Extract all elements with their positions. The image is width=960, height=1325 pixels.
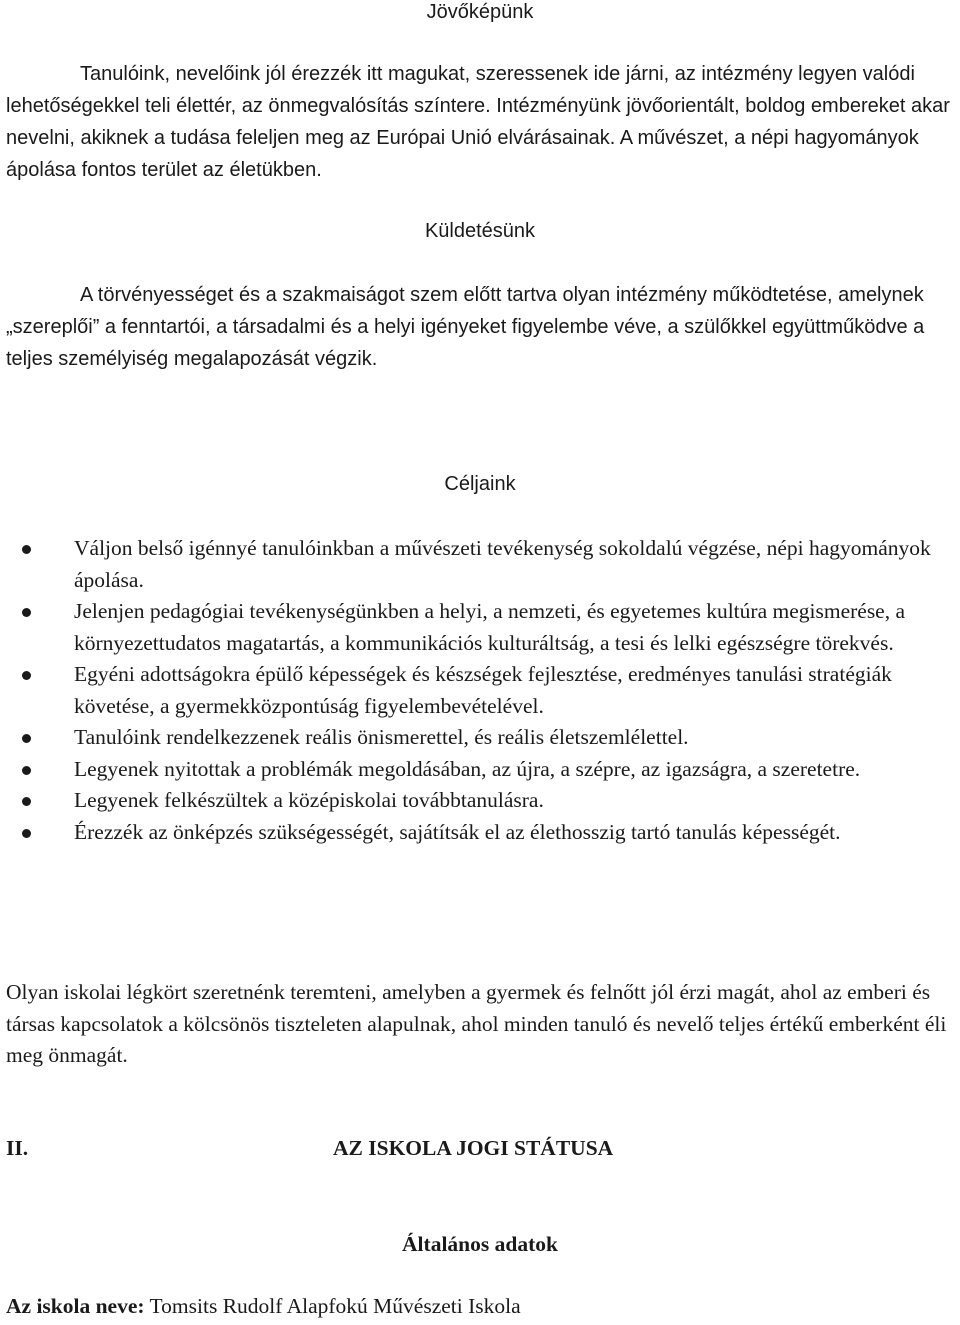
list-item (6, 754, 956, 786)
general-data-title: Általános adatok (402, 1232, 558, 1256)
list-item-text: Jelenjen pedagógiai tevékenységünkben a helyi, a nemzeti, és egyetemes kultúra megismerése, a környezettudatos magatartás, a kommunikációs kulturáltság, a tesi és lelki egészségre törekvés. (74, 599, 906, 655)
bullet-icon (22, 829, 31, 838)
section-title: AZ ISKOLA JOGI STÁTUSA (333, 1136, 614, 1160)
vision-paragraph: Tanulóink, nevelőink jól érezzék itt magukat, szeressenek ide járni, az intézmény legyen valódi lehetőségekkel teli élettér, az önmegvalósítás színtere. Intézményünk jövőorientált, boldog embereket akar nevelni, akiknek a tudása feleljen meg az Európai Unió elvárásainak. A művészet, a népi hagyományok ápolása fontos terület az életükben. (6, 63, 950, 181)
bullet-icon (22, 608, 31, 617)
bullet-icon (22, 797, 31, 806)
mission-title: Küldetésünk (424, 220, 536, 242)
list-item-text: Egyéni adottságokra épülő képességek és készségek fejlesztése, eredményes tanulási stratégiák követése, a gyermekközpontúság figyelembevételével. (74, 662, 892, 718)
list-item-text: Váljon belső igénnyé tanulóinkban a művészeti tevékenység sokoldalú végzése, népi hagyományok ápolása. (74, 536, 931, 592)
bullet-icon (22, 545, 31, 554)
school-name-label: Az iskola neve: (6, 1294, 145, 1318)
goals-list (6, 533, 956, 848)
list-item (6, 533, 956, 596)
list-item (6, 817, 956, 849)
goals-title: Céljaink (444, 473, 516, 495)
mission-paragraph: A törvényességet és a szakmaiságot szem előtt tartva olyan intézmény működtetése, amelynek „szereplői” a fenntartói, a társadalmi és a helyi igényeket figyelembe véve, a szülőkkel együttműködve a teljes személyiség megalapozását végzik. (6, 284, 925, 370)
list-item-text: Tanulóink rendelkezzenek reális önismerettel, és reális életszemlélettel. (74, 725, 689, 749)
list-item-text: Legyenek nyitottak a problémák megoldásában, az újra, a szépre, az igazságra, a szeretetre. (74, 756, 861, 781)
bullet-icon (22, 766, 31, 775)
section-number: II. (6, 1136, 29, 1160)
climate-paragraph: Olyan iskolai légkört szeretnénk teremteni, amelyben a gyermek és felnőtt jól érzi magát, ahol az emberi és társas kapcsolatok a kölcsönös tiszteleten alapulnak, ahol minden tanuló és nevelő teljes értékű emberként éli meg önmagát. (6, 980, 947, 1067)
bullet-icon (22, 671, 31, 680)
list-item (6, 785, 956, 817)
bullet-icon (22, 734, 31, 743)
list-item-text: Érezzék az önképzés szükségességét, sajátítsák el az élethosszig tartó tanulás képességét. (74, 819, 841, 844)
list-item (6, 596, 956, 659)
list-item-text: Legyenek felkészültek a középiskolai továbbtanulásra. (74, 788, 544, 812)
list-item (6, 722, 956, 754)
list-item (6, 659, 956, 722)
vision-title: Jövőképünk (426, 1, 534, 23)
school-name-value: Tomsits Rudolf Alapfokú Művészeti Iskola (144, 1294, 521, 1318)
school-name-line (6, 1291, 956, 1323)
